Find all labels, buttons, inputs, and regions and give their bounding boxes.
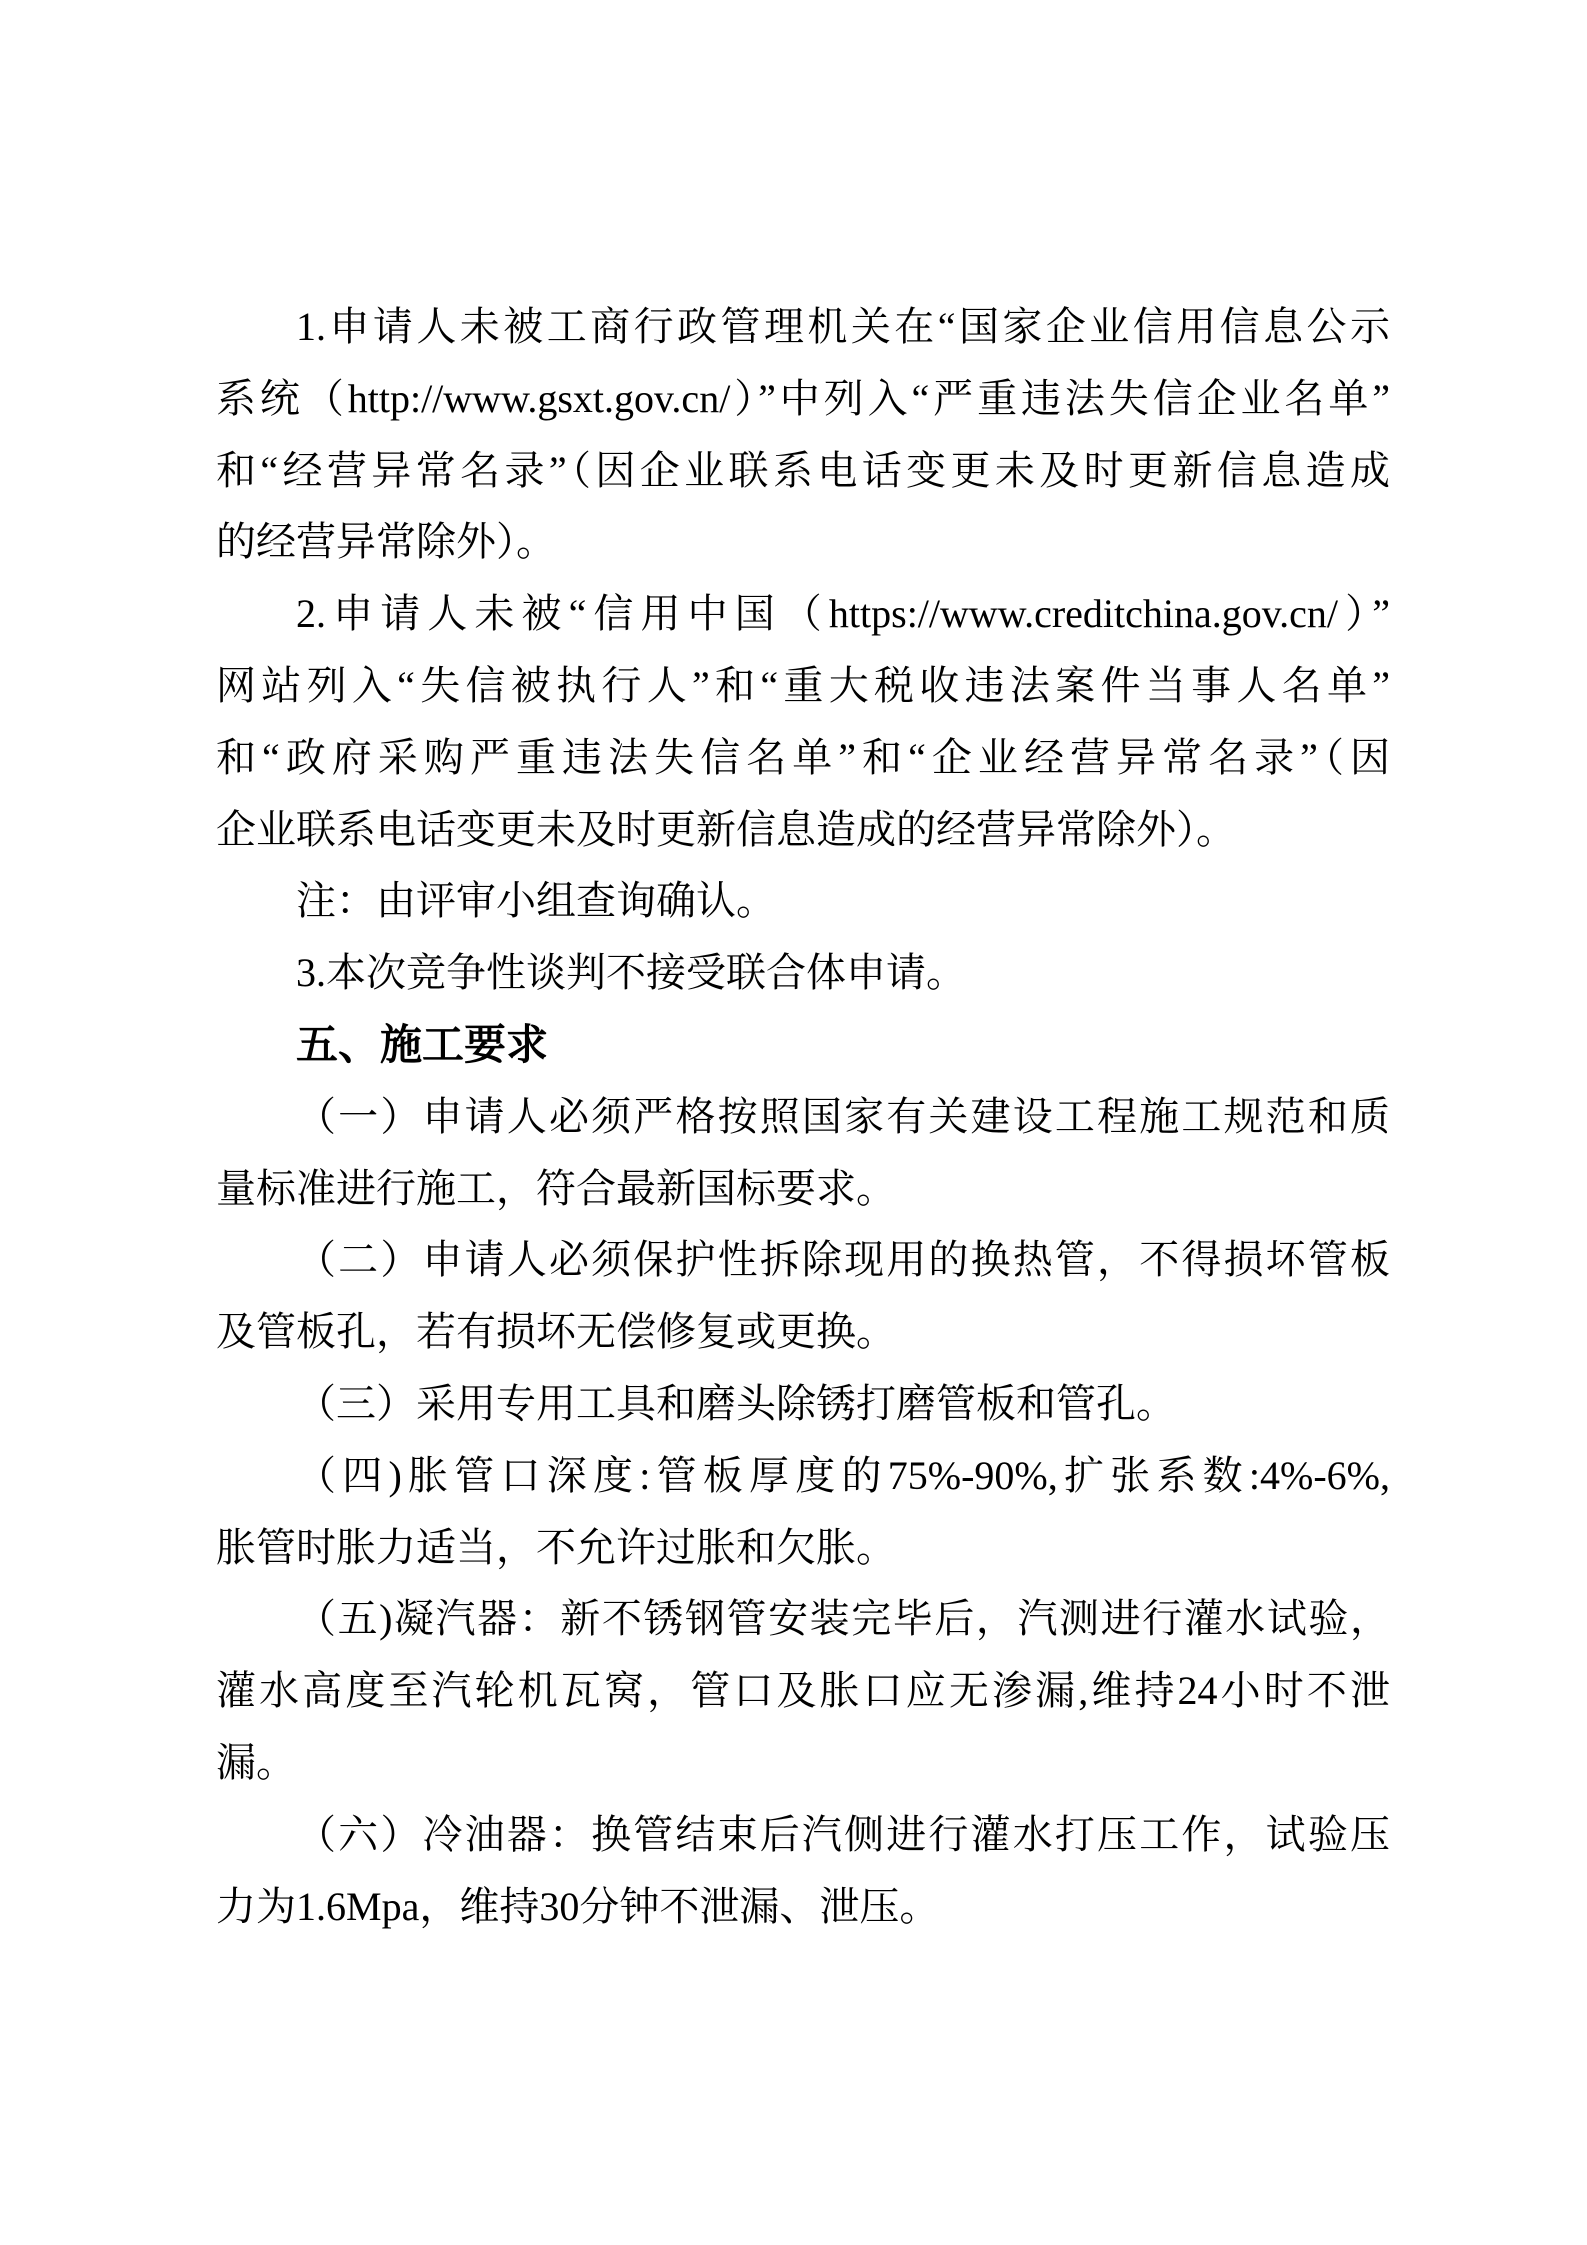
text-line: 企业联系电话变更未及时更新信息造成的经营异常除外）。 xyxy=(216,806,1236,852)
text-line: 力为1.6Mpa，维持30分钟不泄漏、泄压。 xyxy=(216,1883,940,1929)
section-heading: 五、施工要求 xyxy=(296,1019,549,1069)
text-line: 胀管时胀力适当，不允许过胀和欠胀。 xyxy=(216,1524,896,1570)
text-line: （二）申请人必须保护性拆除现用的换热管，不得损坏管板 xyxy=(296,1237,1390,1283)
text-line: 和“经营异常名录”（因企业联系电话变更未及时更新信息造成 xyxy=(216,447,1390,493)
text-line: 2.申请人未被“信用中国（https://www.creditchina.gov.cn/）” xyxy=(296,591,1390,637)
text-line: 漏。 xyxy=(216,1739,296,1785)
text-block xyxy=(216,291,1390,1942)
text-line: 灌水高度至汽轮机瓦窝，管口及胀口应无渗漏,维持24小时不泄 xyxy=(216,1668,1390,1714)
text-line: 3.本次竞争性谈判不接受联合体申请。 xyxy=(296,950,966,996)
text-line: 网站列入“失信被执行人”和“重大税收违法案件当事人名单” xyxy=(216,662,1390,708)
text-line: （六）冷油器：换管结束后汽侧进行灌水打压工作，试验压 xyxy=(296,1811,1390,1857)
text-line: 和“政府采购严重违法失信名单”和“企业经营异常名录”（因 xyxy=(216,734,1390,780)
text-line: 量标准进行施工，符合最新国标要求。 xyxy=(216,1165,896,1211)
text-line: （一）申请人必须严格按照国家有关建设工程施工规范和质 xyxy=(296,1093,1390,1139)
note-line: 注：由评审小组查询确认。 xyxy=(296,878,776,924)
text-line: 系统（http://www.gsxt.gov.cn/）”中列入“严重违法失信企业名单” xyxy=(216,375,1390,421)
text-line: 及管板孔，若有损坏无偿修复或更换。 xyxy=(216,1309,896,1355)
text-line: 的经营异常除外）。 xyxy=(216,519,556,565)
text-line: （五)凝汽器：新不锈钢管安装完毕后，汽测进行灌水试验， xyxy=(296,1596,1390,1642)
text-line: 1.申请人未被工商行政管理机关在“国家企业信用信息公示 xyxy=(296,304,1390,349)
text-line: （三）采用专用工具和磨头除锈打磨管板和管孔。 xyxy=(296,1380,1176,1426)
text-line: （四)胀管口深度:管板厚度的75%-90%,扩张系数:4%-6%, xyxy=(296,1452,1390,1498)
